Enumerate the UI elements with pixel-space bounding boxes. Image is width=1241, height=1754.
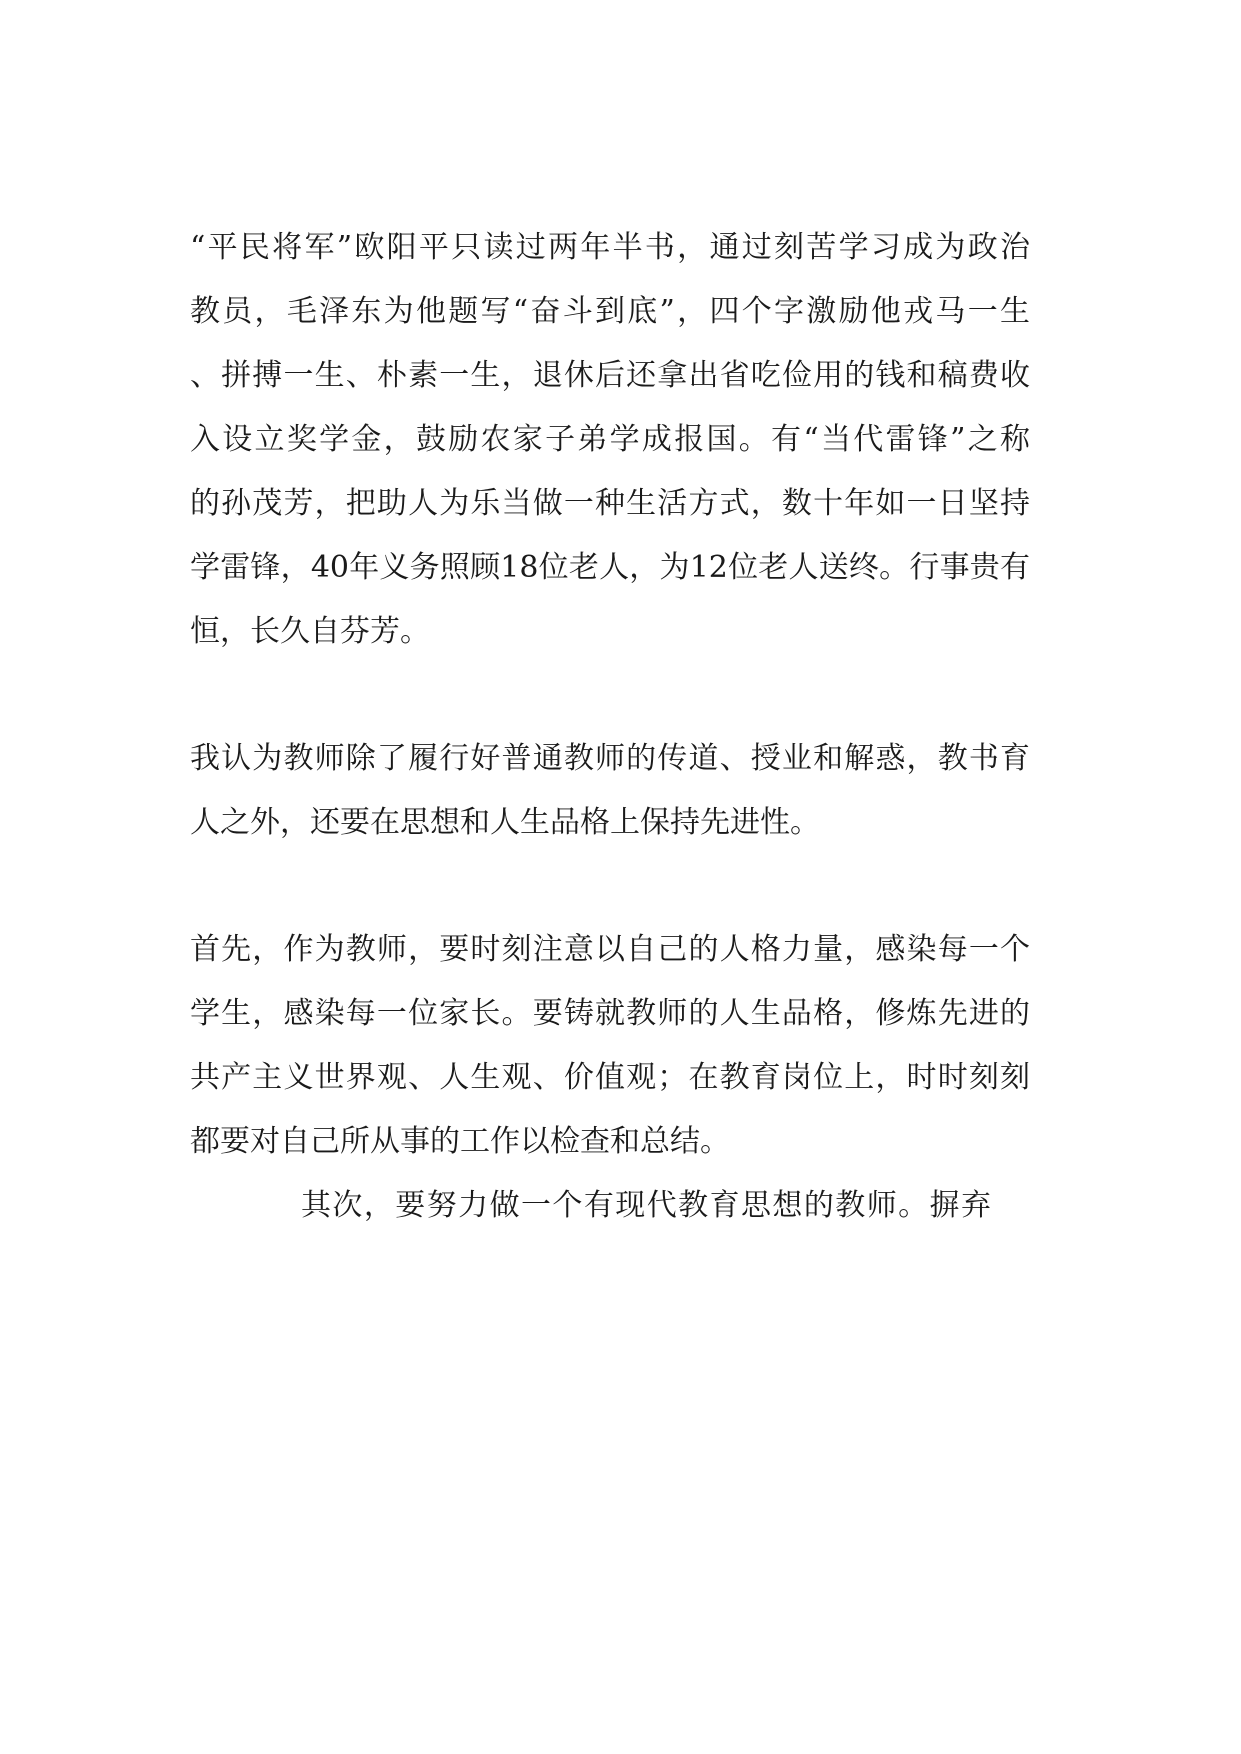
paragraph-1-line-5: 的孙茂芳，把助人为乐当做一种生活方式，数十年如一日坚持 xyxy=(190,486,1030,521)
paragraph-1-line-2: 教员，毛泽东为他题写“奋斗到底”，四个字激励他戎马一生 xyxy=(190,294,1030,329)
paragraph-1-line-4: 入设立奖学金，鼓励农家子弟学成报国。有“当代雷锋”之称 xyxy=(190,422,1030,457)
paragraph-2-line-1: 我认为教师除了履行好普通教师的传道、授业和解惑，教书育 xyxy=(190,741,1030,776)
paragraph-1-line-6: 学雷锋，40年义务照顾18位老人，为12位老人送终。行事贵有 xyxy=(190,550,1030,585)
paragraph-3-line-1: 首先，作为教师，要时刻注意以自己的人格力量，感染每一个 xyxy=(190,932,1030,967)
paragraph-3-line-2: 学生，感染每一位家长。要铸就教师的人生品格，修炼先进的 xyxy=(190,996,1030,1031)
paragraph-1-line-1: “平民将军”欧阳平只读过两年半书，通过刻苦学习成为政治 xyxy=(190,230,1030,265)
paragraph-2-line-2: 人之外，还要在思想和人生品格上保持先进性。 xyxy=(190,805,820,840)
paragraph-1-line-7: 恒，长久自芬芳。 xyxy=(190,614,430,649)
paragraph-3-line-3: 共产主义世界观、人生观、价值观；在教育岗位上，时时刻刻 xyxy=(190,1060,1030,1095)
paragraph-4-line-1: 其次，要努力做一个有现代教育思想的教师。摒弃 xyxy=(301,1188,991,1223)
paragraph-1-line-3: 、拼搏一生、朴素一生，退休后还拿出省吃俭用的钱和稿费收 xyxy=(190,358,1030,393)
paragraph-3-line-4: 都要对自己所从事的工作以检查和总结。 xyxy=(190,1124,730,1159)
